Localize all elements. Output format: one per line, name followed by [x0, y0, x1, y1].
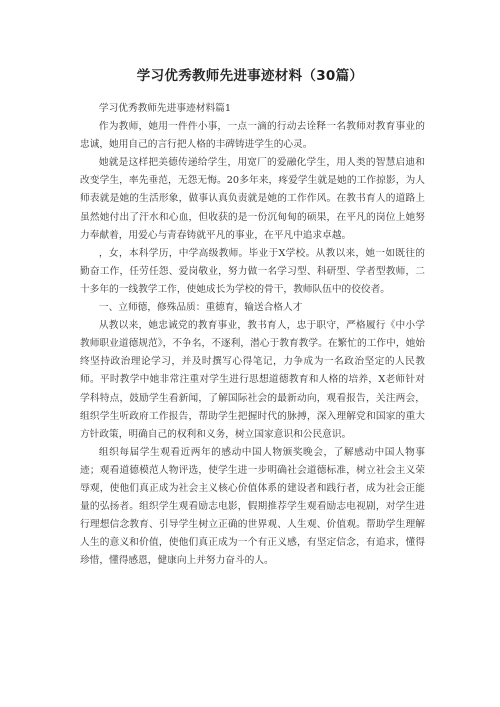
paragraph: 她就是这样把美德传递给学生，用宽厂的爱融化学生，用人类的智慧启迪和改变学生，率先垂范，无怨无悔。20多年来，疼爱学生就是她的工作掠影，为人师表就是她的生活形象，做事认真负责就是她的工作作风。在教书育人的道路上虽然她付出了汗水和心血，但收获的是一份沉甸甸的硕果，在平凡的岗位上她努力奉献着，用爱心与青春铸就平凡的事业，在平凡中追求卓越。 [80, 157, 425, 241]
document-body [80, 100, 425, 570]
paragraph: ，女，本科学历，中学高级教师。毕业于X学校。从教以来，她一如既往的勤奋工作，任劳任怨、爱岗敬业，努力做一名学习型、科研型、学者型教师，二十多年的一线教学工作，使她成长为学校的骨干，教师队伍中的佼佼者。 [80, 247, 425, 295]
document-title: 学习优秀教师先进事迹材料（30篇） [136, 68, 364, 84]
paragraph: 从教以来，她忠诚党的教育事业，教书育人，忠于职守，严格履行《中小学教师职业道德规范》，不争名，不逐利，潜心于教育教学。在繁忙的工作中，她始终坚持政治理论学习，并及时撰写心得笔记，力争成为一名政治坚定的人民教师。平时教学中她非常注重对学生进行思想道德教育和人格的培养，X老师针对学科特点，鼓励学生看新闻，了解国际社会的最新动向，观看报告，关注两会，组织学生听政府工作报告，帮助学生把握时代的脉搏，深入理解党和国家的重大方针政策，明确自己的权利和义务，树立国家意识和公民意识。 [80, 320, 425, 440]
paragraph: 组织每届学生观看近两年的感动中国人物颁奖晚会，了解感动中国人物事迹；观看道德模范人物评选，使学生进一步明确社会道德标准，树立社会主义荣辱观，使他们真正成为社会主义核心价值体系的建设者和践行者，成为社会正能量的弘扬者。组织学生观看励志电影，假期推荐学生观看励志电视剧，对学生进行理想信念教育、引导学生树立正确的世界观、人生观、价值观。帮助学生理解人生的意义和价值，使他们真正成为一个有正义感，有坚定信念，有追求，懂得珍惜，懂得感恩，健康向上并努力奋斗的人。 [80, 446, 425, 567]
paragraph: 作为教师，她用一件件小事，一点一滴的行动去诠释一名教师对教育事业的忠诚，她用自己的言行把人格的丰碑铸进学生的心灵。 [80, 121, 425, 151]
article-heading: 学习优秀教师先进事迹材料篇1 [98, 103, 232, 114]
section-heading: 一、立师德，修殊品质：重德育，输送合格人才 [98, 302, 303, 314]
